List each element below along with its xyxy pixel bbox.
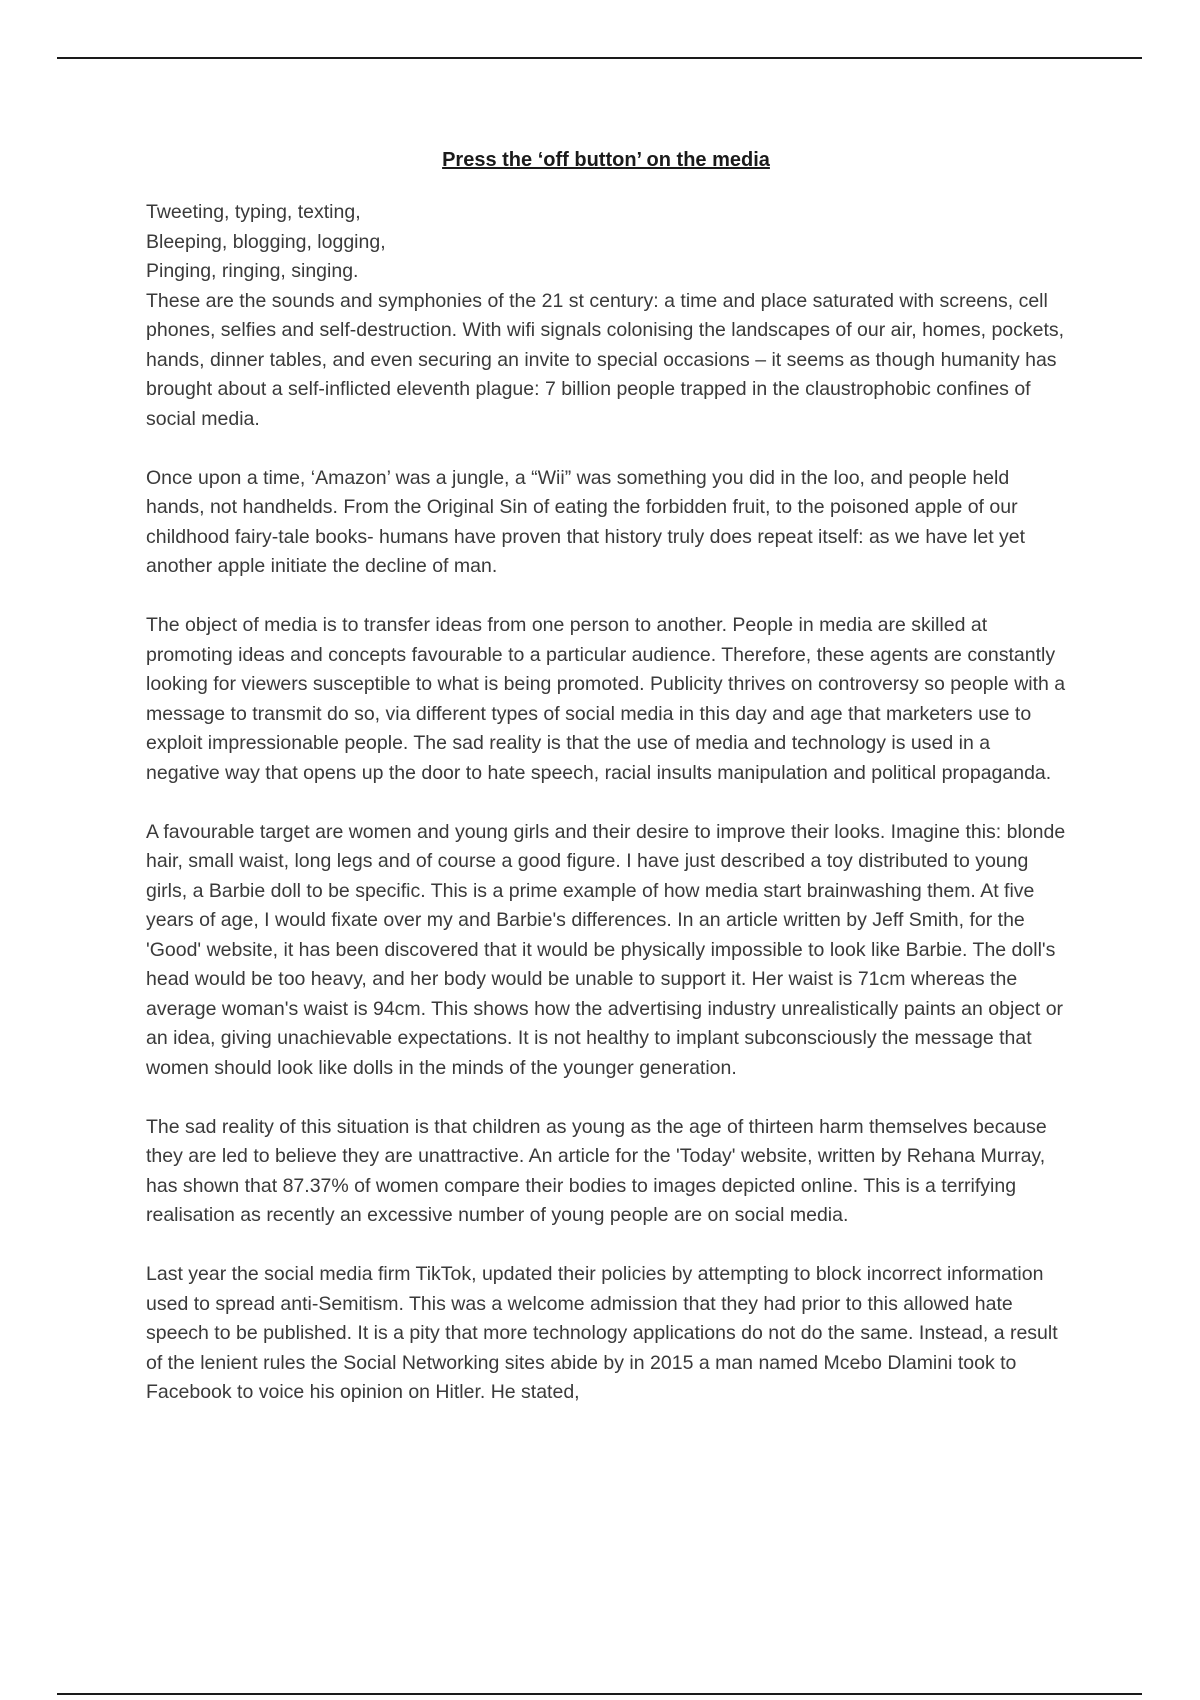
poem-line: Tweeting, typing, texting, — [146, 201, 361, 223]
bottom-rule — [57, 1693, 1142, 1695]
paragraph: Once upon a time, ‘Amazon’ was a jungle, a “Wii” was something you did in the loo, and people held hands, not handhelds. From the Original Sin of eating the forbidden fruit, to the poisoned apple of our childhood fairy-tale books- humans have proven that history truly does repeat itself: as we have let yet another apple initiate the decline of man. — [146, 466, 1026, 577]
poem-line: Bleeping, blogging, logging, — [146, 230, 386, 253]
paragraph: A favourable target are women and young girls and their desire to improve their looks. Imagine this: blonde hair, small waist, long legs and of course a good figure. I have just described a toy distributed to young girls, a Barbie doll to be specific. This is a prime example of how media start brainwashing them. At five years of age, I would fixate over my and Barbie's differences. In an article written by Jeff Smith, for the 'Good' website, it has been discovered that it would be physically impossible to look like Barbie. The doll's head would be too heavy, and her body would be unable to support it. Her waist is 71cm whereas the average woman's waist is 94cm. This shows how the advertising industry unrealistically paints an object or an idea, giving unachievable expectations. It is not healthy to implant subconsciously the message that women should look like dolls in the minds of the younger generation. — [146, 820, 1066, 1079]
document-body — [146, 146, 1066, 1437]
paragraph: These are the sounds and symphonies of the 21 st century: a time and place saturated with screens, cell phones, selfies and self-destruction. With wifi signals colonising the landscapes of our air, homes, pockets, hands, dinner tables, and even securing an invite to special occasions – it seems as though humanity has brought about a self-inflicted eleventh plague: 7 billion people trapped in the claustrophobic confines of social media. — [146, 289, 1065, 430]
poem-line: Pinging, ringing, singing. — [146, 260, 359, 282]
paragraph: Last year the social media firm TikTok, updated their policies by attempting to block incorrect information used to spread anti-Semitism. This was a welcome admission that they had prior to this allowed hate speech to be published. It is a pity that more technology applications do not do the same. Instead, a result of the lenient rules the Social Networking sites abide by in 2015 a man named Mcebo Dlamini took to Facebook to voice his opinion on Hitler. He stated, — [146, 1263, 1058, 1403]
paragraph: The sad reality of this situation is that children as young as the age of thirteen harm themselves because they are led to believe they are unattractive. An article for the 'Today' website, written by Rehana Murray, has shown that 87.37% of women compare their bodies to images depicted online. This is a terrifying realisation as recently an excessive number of young people are on social media. — [146, 1115, 1047, 1226]
paragraph: The object of media is to transfer ideas from one person to another. People in media are skilled at promoting ideas and concepts favourable to a particular audience. Therefore, these agents are constantly looking for viewers susceptible to what is being promoted. Publicity thrives on controversy so people with a message to transmit do so, via different types of social media in this day and age that marketers use to exploit impressionable people. The sad reality is that the use of media and technology is used in a negative way that opens up the door to hate speech, racial insults manipulation and political propaganda. — [146, 614, 1066, 784]
document-title: Press the ‘off button’ on the media — [442, 149, 770, 171]
top-rule — [57, 57, 1142, 59]
